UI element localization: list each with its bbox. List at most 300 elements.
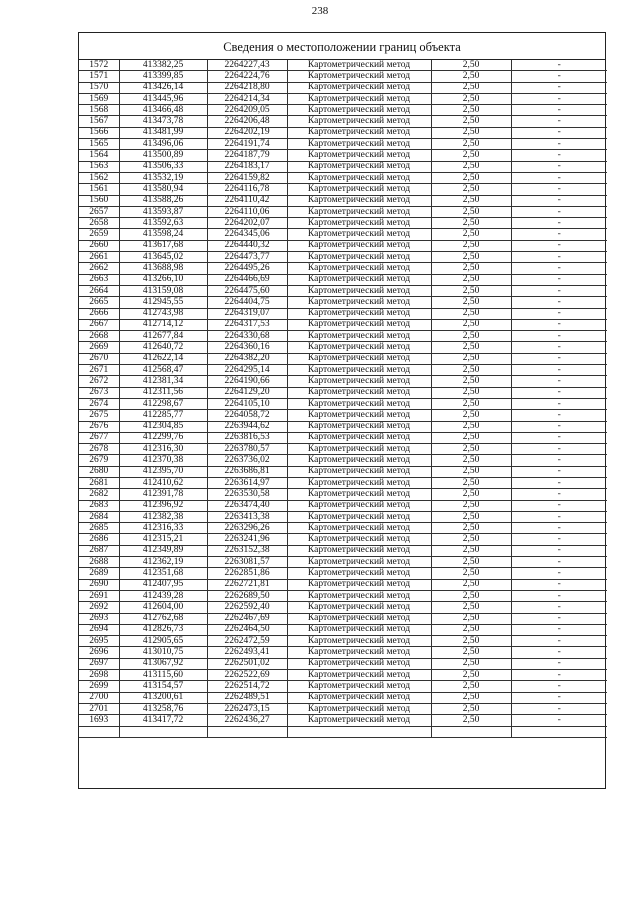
description-cell: - <box>511 319 607 330</box>
x-coordinate-cell: 413617,68 <box>119 240 207 251</box>
accuracy-cell: 2,50 <box>431 466 511 477</box>
point-number-cell: 2662 <box>79 263 119 274</box>
accuracy-cell: 2,50 <box>431 252 511 263</box>
point-number-cell: 2671 <box>79 365 119 376</box>
y-coordinate-cell: 2263944,62 <box>207 421 287 432</box>
method-cell: Картометрический метод <box>287 342 431 353</box>
x-coordinate-cell: 413445,96 <box>119 93 207 104</box>
accuracy-cell: 2,50 <box>431 184 511 195</box>
y-coordinate-cell: 2263413,38 <box>207 511 287 522</box>
table-row <box>79 545 607 556</box>
accuracy-cell: 2,50 <box>431 172 511 183</box>
method-cell: Картометрический метод <box>287 229 431 240</box>
method-cell: Картометрический метод <box>287 195 431 206</box>
table-row <box>79 398 607 409</box>
x-coordinate-cell: 412762,68 <box>119 613 207 624</box>
table-row <box>79 116 607 127</box>
point-number-cell: 1568 <box>79 105 119 116</box>
x-coordinate-cell: 412410,62 <box>119 477 207 488</box>
point-number-cell: 2661 <box>79 252 119 263</box>
method-cell: Картометрический метод <box>287 579 431 590</box>
point-number-cell: 2692 <box>79 602 119 613</box>
method-cell: Картометрический метод <box>287 240 431 251</box>
description-cell: - <box>511 692 607 703</box>
point-number-cell: 2686 <box>79 534 119 545</box>
accuracy-cell: 2,50 <box>431 240 511 251</box>
accuracy-cell: 2,50 <box>431 658 511 669</box>
method-cell: Картометрический метод <box>287 252 431 263</box>
table-row <box>79 466 607 477</box>
table-row <box>79 127 607 138</box>
accuracy-cell: 2,50 <box>431 297 511 308</box>
table-row <box>79 263 607 274</box>
table-row <box>79 308 607 319</box>
point-number-cell: 2675 <box>79 410 119 421</box>
y-coordinate-cell: 2263081,57 <box>207 557 287 568</box>
method-cell: Картометрический метод <box>287 703 431 714</box>
method-cell: Картометрический метод <box>287 511 431 522</box>
y-coordinate-cell: 2264317,53 <box>207 319 287 330</box>
table-row <box>79 218 607 229</box>
y-coordinate-cell: 2264159,82 <box>207 172 287 183</box>
y-coordinate-cell: 2262473,15 <box>207 703 287 714</box>
x-coordinate-cell: 413473,78 <box>119 116 207 127</box>
y-coordinate-cell <box>207 726 287 737</box>
accuracy-cell: 2,50 <box>431 557 511 568</box>
y-coordinate-cell: 2262436,27 <box>207 715 287 726</box>
method-cell: Картометрический метод <box>287 421 431 432</box>
table-row <box>79 229 607 240</box>
method-cell: Картометрический метод <box>287 466 431 477</box>
accuracy-cell: 2,50 <box>431 127 511 138</box>
method-cell: Картометрический метод <box>287 331 431 342</box>
table-row <box>79 60 607 71</box>
method-cell: Картометрический метод <box>287 398 431 409</box>
point-number-cell: 1566 <box>79 127 119 138</box>
x-coordinate-cell: 412714,12 <box>119 319 207 330</box>
description-cell: - <box>511 365 607 376</box>
description-cell: - <box>511 127 607 138</box>
point-number-cell: 2668 <box>79 331 119 342</box>
y-coordinate-cell: 2264110,06 <box>207 206 287 217</box>
point-number-cell: 2693 <box>79 613 119 624</box>
y-coordinate-cell: 2264129,20 <box>207 387 287 398</box>
y-coordinate-cell: 2264475,60 <box>207 285 287 296</box>
table-row <box>79 206 607 217</box>
description-cell: - <box>511 218 607 229</box>
point-number-cell: 1564 <box>79 150 119 161</box>
accuracy-cell: 2,50 <box>431 432 511 443</box>
point-number-cell: 1569 <box>79 93 119 104</box>
method-cell: Картометрический метод <box>287 557 431 568</box>
description-cell: - <box>511 82 607 93</box>
accuracy-cell: 2,50 <box>431 229 511 240</box>
description-cell: - <box>511 590 607 601</box>
description-cell: - <box>511 376 607 387</box>
accuracy-cell: 2,50 <box>431 455 511 466</box>
description-cell: - <box>511 511 607 522</box>
table-row <box>79 331 607 342</box>
accuracy-cell: 2,50 <box>431 534 511 545</box>
accuracy-cell: 2,50 <box>431 319 511 330</box>
x-coordinate-cell: 413506,33 <box>119 161 207 172</box>
method-cell: Картометрический метод <box>287 613 431 624</box>
point-number-cell: 1561 <box>79 184 119 195</box>
table-row <box>79 703 607 714</box>
x-coordinate-cell: 413500,89 <box>119 150 207 161</box>
accuracy-cell: 2,50 <box>431 206 511 217</box>
table-row <box>79 681 607 692</box>
table-row <box>79 489 607 500</box>
accuracy-cell: 2,50 <box>431 489 511 500</box>
method-cell: Картометрический метод <box>287 184 431 195</box>
description-cell: - <box>511 297 607 308</box>
point-number-cell: 2699 <box>79 681 119 692</box>
method-cell: Картометрический метод <box>287 545 431 556</box>
table-row <box>79 613 607 624</box>
description-cell: - <box>511 116 607 127</box>
y-coordinate-cell: 2264191,74 <box>207 139 287 150</box>
accuracy-cell: 2,50 <box>431 342 511 353</box>
x-coordinate-cell: 412407,95 <box>119 579 207 590</box>
y-coordinate-cell: 2262493,41 <box>207 647 287 658</box>
method-cell: Картометрический метод <box>287 285 431 296</box>
table-row <box>79 523 607 534</box>
method-cell: Картометрический метод <box>287 636 431 647</box>
method-cell: Картометрический метод <box>287 297 431 308</box>
method-cell: Картометрический метод <box>287 274 431 285</box>
y-coordinate-cell: 2262522,69 <box>207 670 287 681</box>
description-cell: - <box>511 71 607 82</box>
x-coordinate-cell: 413010,75 <box>119 647 207 658</box>
y-coordinate-cell: 2263614,97 <box>207 477 287 488</box>
description-cell: - <box>511 150 607 161</box>
description-cell: - <box>511 105 607 116</box>
point-number-cell <box>79 726 119 737</box>
y-coordinate-cell: 2262489,51 <box>207 692 287 703</box>
point-number-cell: 1560 <box>79 195 119 206</box>
accuracy-cell: 2,50 <box>431 60 511 71</box>
accuracy-cell: 2,50 <box>431 613 511 624</box>
y-coordinate-cell: 2264360,16 <box>207 342 287 353</box>
y-coordinate-cell: 2264110,42 <box>207 195 287 206</box>
y-coordinate-cell: 2263736,02 <box>207 455 287 466</box>
method-cell: Картометрический метод <box>287 82 431 93</box>
x-coordinate-cell: 412395,70 <box>119 466 207 477</box>
y-coordinate-cell: 2264214,34 <box>207 93 287 104</box>
x-coordinate-cell: 413580,94 <box>119 184 207 195</box>
description-cell: - <box>511 387 607 398</box>
point-number-cell: 2683 <box>79 500 119 511</box>
x-coordinate-cell: 413532,19 <box>119 172 207 183</box>
accuracy-cell: 2,50 <box>431 150 511 161</box>
table-title: Сведения о местоположении границ объекта <box>79 33 605 60</box>
y-coordinate-cell: 2264202,19 <box>207 127 287 138</box>
y-coordinate-cell: 2264330,68 <box>207 331 287 342</box>
method-cell: Картометрический метод <box>287 432 431 443</box>
accuracy-cell: 2,50 <box>431 398 511 409</box>
point-number-cell: 2674 <box>79 398 119 409</box>
accuracy-cell: 2,50 <box>431 274 511 285</box>
table-row <box>79 319 607 330</box>
point-number-cell: 2657 <box>79 206 119 217</box>
x-coordinate-cell: 413426,14 <box>119 82 207 93</box>
y-coordinate-cell: 2264319,07 <box>207 308 287 319</box>
accuracy-cell: 2,50 <box>431 477 511 488</box>
y-coordinate-cell: 2264105,10 <box>207 398 287 409</box>
x-coordinate-cell: 413115,60 <box>119 670 207 681</box>
accuracy-cell: 2,50 <box>431 590 511 601</box>
y-coordinate-cell: 2263686,81 <box>207 466 287 477</box>
y-coordinate-cell: 2264187,79 <box>207 150 287 161</box>
description-cell: - <box>511 172 607 183</box>
table-row <box>79 421 607 432</box>
description-cell: - <box>511 624 607 635</box>
description-cell: - <box>511 206 607 217</box>
description-cell: - <box>511 285 607 296</box>
description-cell: - <box>511 184 607 195</box>
x-coordinate-cell: 412677,84 <box>119 331 207 342</box>
point-number-cell: 1571 <box>79 71 119 82</box>
y-coordinate-cell: 2264440,32 <box>207 240 287 251</box>
y-coordinate-cell: 2264224,76 <box>207 71 287 82</box>
x-coordinate-cell: 413496,06 <box>119 139 207 150</box>
description-cell: - <box>511 579 607 590</box>
method-cell: Картометрический метод <box>287 93 431 104</box>
description-cell: - <box>511 139 607 150</box>
description-cell: - <box>511 703 607 714</box>
x-coordinate-cell: 413154,57 <box>119 681 207 692</box>
point-number-cell: 2664 <box>79 285 119 296</box>
method-cell: Картометрический метод <box>287 308 431 319</box>
point-number-cell: 1565 <box>79 139 119 150</box>
point-number-cell: 2682 <box>79 489 119 500</box>
x-coordinate-cell: 412622,14 <box>119 353 207 364</box>
boundary-table-sheet <box>78 32 606 789</box>
point-number-cell: 2687 <box>79 545 119 556</box>
description-cell: - <box>511 715 607 726</box>
method-cell: Картометрический метод <box>287 670 431 681</box>
method-cell: Картометрический метод <box>287 105 431 116</box>
description-cell: - <box>511 613 607 624</box>
method-cell: Картометрический метод <box>287 387 431 398</box>
y-coordinate-cell: 2262501,02 <box>207 658 287 669</box>
x-coordinate-cell: 412351,68 <box>119 568 207 579</box>
y-coordinate-cell: 2264495,26 <box>207 263 287 274</box>
method-cell: Картометрический метод <box>287 71 431 82</box>
y-coordinate-cell: 2262467,69 <box>207 613 287 624</box>
accuracy-cell: 2,50 <box>431 105 511 116</box>
description-cell: - <box>511 229 607 240</box>
accuracy-cell: 2,50 <box>431 308 511 319</box>
table-row <box>79 444 607 455</box>
description-cell: - <box>511 60 607 71</box>
accuracy-cell: 2,50 <box>431 410 511 421</box>
table-row <box>79 184 607 195</box>
table-row <box>79 376 607 387</box>
method-cell: Картометрический метод <box>287 376 431 387</box>
description-cell: - <box>511 263 607 274</box>
x-coordinate-cell: 412299,76 <box>119 432 207 443</box>
description-cell: - <box>511 432 607 443</box>
y-coordinate-cell: 2263241,96 <box>207 534 287 545</box>
description-cell: - <box>511 545 607 556</box>
accuracy-cell <box>431 726 511 737</box>
table-row <box>79 624 607 635</box>
accuracy-cell: 2,50 <box>431 387 511 398</box>
description-cell: - <box>511 353 607 364</box>
method-cell: Картометрический метод <box>287 60 431 71</box>
description-cell: - <box>511 252 607 263</box>
table-row <box>79 161 607 172</box>
description-cell: - <box>511 444 607 455</box>
method-cell: Картометрический метод <box>287 139 431 150</box>
method-cell: Картометрический метод <box>287 534 431 545</box>
description-cell: - <box>511 93 607 104</box>
description-cell: - <box>511 568 607 579</box>
method-cell: Картометрический метод <box>287 161 431 172</box>
table-row <box>79 658 607 669</box>
method-cell: Картометрический метод <box>287 590 431 601</box>
point-number-cell: 2673 <box>79 387 119 398</box>
y-coordinate-cell: 2264227,43 <box>207 60 287 71</box>
x-coordinate-cell: 412316,30 <box>119 444 207 455</box>
table-row <box>79 71 607 82</box>
point-number-cell: 2700 <box>79 692 119 703</box>
x-coordinate-cell: 412743,98 <box>119 308 207 319</box>
table-row <box>79 455 607 466</box>
table-row <box>79 274 607 285</box>
x-coordinate-cell: 413645,02 <box>119 252 207 263</box>
point-number-cell: 1570 <box>79 82 119 93</box>
method-cell: Картометрический метод <box>287 319 431 330</box>
table-row <box>79 568 607 579</box>
point-number-cell: 2672 <box>79 376 119 387</box>
accuracy-cell: 2,50 <box>431 624 511 635</box>
description-cell: - <box>511 636 607 647</box>
x-coordinate-cell: 412604,00 <box>119 602 207 613</box>
accuracy-cell: 2,50 <box>431 715 511 726</box>
method-cell: Картометрический метод <box>287 263 431 274</box>
y-coordinate-cell: 2262592,40 <box>207 602 287 613</box>
x-coordinate-cell: 412826,73 <box>119 624 207 635</box>
y-coordinate-cell: 2263816,53 <box>207 432 287 443</box>
point-number-cell: 2690 <box>79 579 119 590</box>
description-cell: - <box>511 240 607 251</box>
method-cell: Картометрический метод <box>287 444 431 455</box>
accuracy-cell: 2,50 <box>431 71 511 82</box>
point-number-cell: 2681 <box>79 477 119 488</box>
description-cell: - <box>511 489 607 500</box>
table-row <box>79 365 607 376</box>
accuracy-cell: 2,50 <box>431 376 511 387</box>
y-coordinate-cell: 2264404,75 <box>207 297 287 308</box>
y-coordinate-cell: 2264183,17 <box>207 161 287 172</box>
accuracy-cell: 2,50 <box>431 331 511 342</box>
accuracy-cell: 2,50 <box>431 139 511 150</box>
y-coordinate-cell: 2262689,50 <box>207 590 287 601</box>
x-coordinate-cell: 413200,61 <box>119 692 207 703</box>
y-coordinate-cell: 2264190,66 <box>207 376 287 387</box>
point-number-cell: 2697 <box>79 658 119 669</box>
page-number: 238 <box>311 5 329 17</box>
y-coordinate-cell: 2263152,38 <box>207 545 287 556</box>
table-row <box>79 579 607 590</box>
x-coordinate-cell: 412391,78 <box>119 489 207 500</box>
y-coordinate-cell: 2264209,05 <box>207 105 287 116</box>
method-cell: Картометрический метод <box>287 500 431 511</box>
table-row <box>79 240 607 251</box>
y-coordinate-cell: 2262472,59 <box>207 636 287 647</box>
x-coordinate-cell: 413598,24 <box>119 229 207 240</box>
y-coordinate-cell: 2264058,72 <box>207 410 287 421</box>
accuracy-cell: 2,50 <box>431 218 511 229</box>
y-coordinate-cell: 2263780,57 <box>207 444 287 455</box>
accuracy-cell: 2,50 <box>431 681 511 692</box>
coordinates-table-body <box>79 60 607 737</box>
x-coordinate-cell: 412396,92 <box>119 500 207 511</box>
point-number-cell: 1562 <box>79 172 119 183</box>
point-number-cell: 2669 <box>79 342 119 353</box>
accuracy-cell: 2,50 <box>431 263 511 274</box>
point-number-cell: 2698 <box>79 670 119 681</box>
y-coordinate-cell: 2264116,78 <box>207 184 287 195</box>
point-number-cell: 2688 <box>79 557 119 568</box>
x-coordinate-cell: 412439,28 <box>119 590 207 601</box>
point-number-cell: 2670 <box>79 353 119 364</box>
x-coordinate-cell: 413688,98 <box>119 263 207 274</box>
table-row <box>79 195 607 206</box>
description-cell: - <box>511 647 607 658</box>
description-cell: - <box>511 195 607 206</box>
description-cell: - <box>511 274 607 285</box>
table-row <box>79 297 607 308</box>
table-row <box>79 172 607 183</box>
method-cell: Картометрический метод <box>287 172 431 183</box>
y-coordinate-cell: 2262851,86 <box>207 568 287 579</box>
point-number-cell: 2658 <box>79 218 119 229</box>
x-coordinate-cell: 412568,47 <box>119 365 207 376</box>
table-row <box>79 670 607 681</box>
accuracy-cell: 2,50 <box>431 523 511 534</box>
table-row <box>79 353 607 364</box>
x-coordinate-cell: 413593,87 <box>119 206 207 217</box>
method-cell: Картометрический метод <box>287 568 431 579</box>
table-row <box>79 636 607 647</box>
x-coordinate-cell: 413588,26 <box>119 195 207 206</box>
y-coordinate-cell: 2264382,20 <box>207 353 287 364</box>
method-cell: Картометрический метод <box>287 116 431 127</box>
point-number-cell: 2660 <box>79 240 119 251</box>
method-cell: Картометрический метод <box>287 127 431 138</box>
x-coordinate-cell: 412905,65 <box>119 636 207 647</box>
table-row <box>79 432 607 443</box>
method-cell: Картометрический метод <box>287 353 431 364</box>
accuracy-cell: 2,50 <box>431 545 511 556</box>
accuracy-cell: 2,50 <box>431 500 511 511</box>
method-cell: Картометрический метод <box>287 206 431 217</box>
y-coordinate-cell: 2264466,69 <box>207 274 287 285</box>
y-coordinate-cell: 2262721,81 <box>207 579 287 590</box>
y-coordinate-cell: 2264206,48 <box>207 116 287 127</box>
y-coordinate-cell: 2262514,72 <box>207 681 287 692</box>
accuracy-cell: 2,50 <box>431 365 511 376</box>
x-coordinate-cell: 412362,19 <box>119 557 207 568</box>
method-cell: Картометрический метод <box>287 218 431 229</box>
y-coordinate-cell: 2263530,58 <box>207 489 287 500</box>
x-coordinate-cell: 413481,99 <box>119 127 207 138</box>
table-row <box>79 692 607 703</box>
